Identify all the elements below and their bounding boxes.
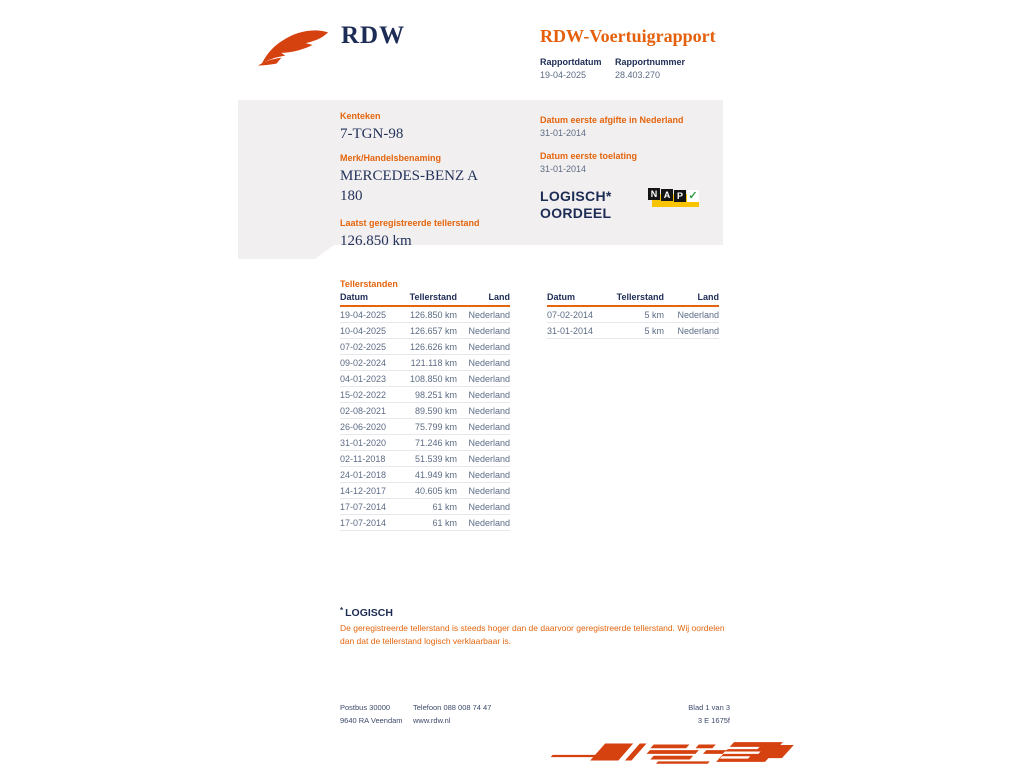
column-header-tellerstand: Tellerstand [409, 292, 457, 302]
cell-land: Nederland [468, 438, 510, 448]
cell-tellerstand: 121.118 km [410, 358, 457, 368]
cell-tellerstand: 126.626 km [409, 342, 457, 352]
cell-datum: 26-06-2020 [340, 422, 387, 432]
footer-address: Postbus 30000 9640 RA Veendam [340, 703, 403, 725]
tellerstanden-table-left [340, 292, 510, 531]
report-date-field [540, 57, 602, 80]
cell-tellerstand: 98.251 km [414, 390, 457, 400]
report-date-value: 19-04-2025 [540, 70, 587, 80]
cell-tellerstand: 40.605 km [414, 486, 457, 496]
cell-tellerstand: 5 km [644, 326, 664, 336]
nap-letter-p: P [674, 190, 686, 202]
rdw-logo [256, 24, 405, 70]
cell-land: Nederland [468, 502, 510, 512]
footer-page-info [688, 701, 730, 727]
cell-tellerstand: 126.850 km [409, 310, 457, 320]
eerste-toelating-label: Datum eerste toelating [540, 151, 638, 161]
cell-datum: 14-12-2017 [340, 486, 387, 496]
cell-land: Nederland [677, 326, 719, 336]
cell-datum: 02-11-2018 [340, 454, 386, 464]
summary-box-tail [238, 245, 334, 259]
cell-land: Nederland [468, 470, 510, 480]
column-header-land: Land [488, 292, 510, 302]
cell-datum: 19-04-2025 [340, 310, 387, 320]
column-header-datum: Datum [547, 292, 576, 302]
cell-land: Nederland [468, 518, 510, 528]
footer-phone: Telefoon 088 008 74 47 [413, 703, 492, 712]
table-row [340, 467, 510, 483]
cell-datum: 10-04-2025 [340, 326, 387, 336]
cell-land: Nederland [468, 374, 510, 384]
cell-datum: 02-08-2021 [340, 406, 387, 416]
footer-contact [413, 701, 491, 727]
table-row [340, 371, 510, 387]
report-number-field [615, 57, 685, 80]
cell-land: Nederland [468, 486, 510, 496]
cell-land: Nederland [468, 326, 510, 336]
cell-land: Nederland [468, 422, 510, 432]
table-row [340, 499, 510, 515]
cell-datum: 07-02-2025 [340, 342, 387, 352]
rdw-logo-text: RDW [341, 22, 406, 49]
table-row [340, 307, 510, 323]
table-row [340, 355, 510, 371]
cell-datum: 31-01-2014 [547, 326, 594, 336]
column-header-datum: Datum [340, 292, 369, 302]
footer-page-number: Blad 1 van 3 [688, 703, 730, 712]
footnote-title: * LOGISCH [340, 606, 393, 619]
cell-land: Nederland [468, 454, 510, 464]
table-row [340, 483, 510, 499]
footnote-text: De geregistreerde tellerstand is steeds hoger dan de daarvoor geregistreerde tellerstand. Wij oordelen dan dat de tellerstand logisch verklaarbaar is. [340, 623, 725, 646]
cell-tellerstand: 51.539 km [414, 454, 457, 464]
cell-tellerstand: 71.246 km [414, 438, 457, 448]
cell-datum: 31-01-2020 [340, 438, 387, 448]
cell-tellerstand: 75.799 km [414, 422, 457, 432]
table-row [340, 339, 510, 355]
eerste-afgifte-label: Datum eerste afgifte in Nederland [540, 115, 684, 125]
cell-datum: 17-07-2014 [340, 518, 387, 528]
cell-land: Nederland [468, 390, 510, 400]
eerste-afgifte-value: 31-01-2014 [540, 128, 587, 138]
cell-tellerstand: 108.850 km [409, 374, 457, 384]
tellerstanden-table-right [547, 292, 719, 339]
cell-datum: 17-07-2014 [340, 502, 387, 512]
cell-datum: 07-02-2014 [547, 310, 594, 320]
laatste-tellerstand-value: 126.850 km [340, 233, 412, 249]
table-header [340, 292, 510, 307]
table-row [340, 419, 510, 435]
nap-letter-a: A [661, 189, 673, 201]
column-header-land: Land [697, 292, 719, 302]
cell-tellerstand: 61 km [432, 502, 457, 512]
cell-datum: 24-01-2018 [340, 470, 387, 480]
cell-land: Nederland [468, 358, 510, 368]
cell-tellerstand: 126.657 km [409, 326, 457, 336]
table-row [340, 451, 510, 467]
table-row [340, 387, 510, 403]
nap-logo [648, 187, 700, 209]
cell-land: Nederland [468, 342, 510, 352]
report-title: RDW-Voertuigrapport [540, 26, 716, 46]
cell-tellerstand: 89.590 km [414, 406, 457, 416]
merk-value: MERCEDES-BENZ A 180 [340, 168, 478, 204]
cell-datum: 09-02-2024 [340, 358, 387, 368]
eerste-toelating-value: 31-01-2014 [540, 164, 587, 174]
verdict-text: LOGISCH* OORDEEL [540, 188, 612, 221]
table-header [547, 292, 719, 307]
cell-tellerstand: 61 km [432, 518, 457, 528]
summary-left-column [340, 111, 492, 260]
report-number-label: Rapportnummer [615, 57, 686, 67]
report-date-label: Rapportdatum [540, 57, 602, 67]
nap-letter-n: N [648, 188, 660, 200]
cell-tellerstand: 5 km [644, 310, 664, 320]
cell-land: Nederland [468, 406, 510, 416]
laatste-tellerstand-label: Laatst geregistreerde tellerstand [340, 218, 480, 228]
footer-form-code: 3 E 1675f [697, 716, 730, 725]
kenteken-label: Kenteken [340, 111, 381, 121]
report-number-value: 28.403.270 [615, 70, 661, 80]
cell-land: Nederland [677, 310, 719, 320]
cell-tellerstand: 41.949 km [414, 470, 457, 480]
table-row [340, 435, 510, 451]
footer-stripes-graphic [545, 737, 797, 767]
footnote-asterisk: * [340, 606, 344, 615]
table-row [340, 323, 510, 339]
table-row [547, 323, 719, 339]
merk-label: Merk/Handelsbenaming [340, 153, 442, 163]
footer-website: www.rdw.nl [413, 716, 451, 725]
table-row [547, 307, 719, 323]
vehicle-summary-box [238, 100, 723, 249]
table-row [340, 515, 510, 531]
rdw-bird-icon [256, 24, 332, 70]
kenteken-value: 7-TGN-98 [340, 126, 404, 142]
table-row [340, 403, 510, 419]
nap-check-icon: ✓ [688, 190, 698, 202]
tellerstanden-title: Tellerstanden [340, 279, 398, 289]
column-header-tellerstand: Tellerstand [616, 292, 664, 302]
report-meta [540, 57, 698, 80]
cell-datum: 15-02-2022 [340, 390, 387, 400]
cell-datum: 04-01-2023 [340, 374, 387, 384]
cell-land: Nederland [468, 310, 510, 320]
